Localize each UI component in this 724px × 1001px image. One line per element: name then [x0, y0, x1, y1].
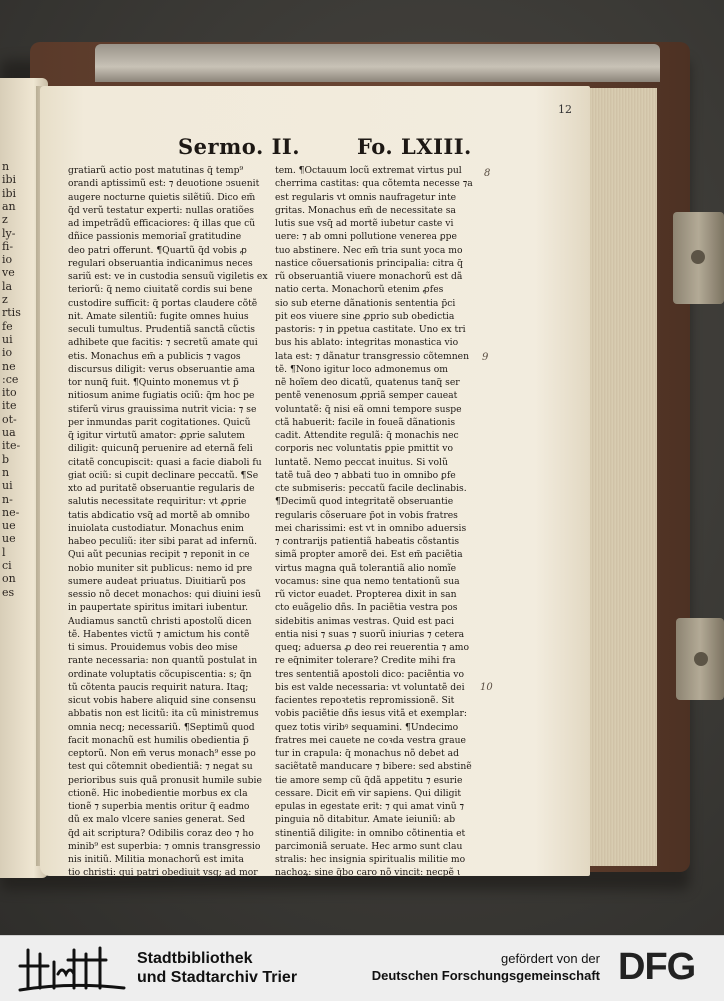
text-line: ceptorũ. Non em̃ verus monach⁹ esse po	[68, 748, 256, 759]
text-line: epulas in egestate erit: ⁊ qui amat vinũ ⁊	[275, 801, 465, 812]
left-page-fragment: :ce	[2, 372, 19, 386]
text-line: stinentiã diligite: in omnibo cõtinentia et	[275, 827, 466, 839]
text-line: tur in crapula: q̃ monachus nõ debet ad	[275, 748, 459, 759]
left-page-fragment: ite-	[2, 439, 21, 453]
text-line: dũ ex malo vlcere sanies generat. Sed	[68, 814, 246, 826]
left-page-fragment: ue	[2, 532, 16, 546]
left-page-fragment: ibi	[2, 173, 17, 187]
library-logo-icon	[14, 944, 126, 994]
text-line: queq; aduersa ꝓ deo rei reuerentia ⁊ amo	[275, 642, 470, 653]
text-line: bus his ablato: integritas monastica vio	[275, 337, 459, 349]
text-line: virtus magna quã tolerantiã alio nomĩe	[275, 562, 457, 574]
left-page-fragment: es	[2, 585, 15, 599]
text-line: ¶Decimũ quod integritatẽ obseruantie	[275, 496, 454, 508]
text-line: adhibete que facitis: ⁊ secretũ amate qui	[68, 337, 258, 349]
left-page-fragment: ito	[2, 386, 17, 400]
text-line: natio certa. Monachorũ etenim ꝓfes	[275, 284, 444, 296]
left-page-fragment: n-	[2, 492, 13, 506]
text-line: sicut vobis habere aliquid sine consensu	[68, 695, 257, 706]
footer-bar	[0, 935, 724, 1001]
text-line: pentẽ venenosum ꝓpriã semper caueat	[275, 390, 458, 402]
left-page-fragment: ly-	[2, 226, 16, 240]
left-page-fragment: b	[2, 452, 10, 466]
text-line: nitiosum anime fugiatis ociũ: q̃m hoc pe	[68, 390, 255, 402]
text-line: fratres mei cauete ne coꝛda vestra graue	[275, 734, 466, 746]
text-line: per inmundas parit cogitationes. Quicũ	[68, 416, 251, 428]
text-line: in paupertate spiritus imitari iubentur.	[68, 602, 249, 614]
left-page-fragment: io	[2, 253, 13, 267]
library-name-line2: und Stadtarchiv Trier	[137, 969, 298, 986]
text-line: vobis paciẽtie dñs iesus vitã et exemplar:	[275, 708, 467, 720]
text-line: perioribus suis quã pronusit humile subie	[68, 774, 262, 786]
dfg-logo: DFG	[618, 946, 696, 988]
left-page-fragment: rtis	[2, 306, 21, 320]
text-line: custodire sufficit: q̃ portas claudere cõtẽ	[68, 297, 258, 309]
left-page-fragment: ue	[2, 519, 16, 533]
text-line: nobio muniter sit publicus: nemo id pre	[68, 562, 253, 574]
page-number: 12	[558, 103, 572, 116]
text-line: mei charissimi: est vt in omnibo aduersis	[275, 522, 467, 534]
text-line: entia nisi ⁊ suas ⁊ suorũ iniurias ⁊ cetera	[275, 628, 465, 640]
text-line: uere: ⁊ ab omni pollutione venerea ꝑpe	[275, 231, 457, 243]
text-line: q̃d verũ testatur experti: nullas oratiões	[68, 204, 254, 216]
text-line: minib⁹ est superbia: ⁊ omnis transgressio	[68, 840, 261, 852]
text-line: ad impetrãdũ efficaciores: q̃ illas que cũ	[68, 218, 256, 229]
text-line: nachoꝝ: sine q̃bo caro nõ vincit: necpẽ ι	[275, 867, 461, 879]
text-line: orandi aptissimũ est: ⁊ deuotione ↄsuenit	[68, 178, 260, 190]
funding-note	[372, 950, 600, 984]
text-line: Qui aũt pecunias recipit ⁊ reponit in ce	[68, 549, 250, 561]
text-line: nit. Amate silentiũ: fugite omnes huius	[68, 310, 249, 322]
text-line: tuo abstinere. Nec em̃ tria sunt yoca mo	[275, 244, 463, 256]
text-line: cte submiseris: peccatũ facile declinabis.	[275, 483, 467, 494]
text-line: stralis: hec insignia spiritualis militie mo	[275, 854, 466, 865]
funding-line2: Deutschen Forschungsgemeinschaft	[371, 968, 600, 983]
left-page-fragment: z	[2, 213, 8, 227]
text-line: gritas. Monachus em̃ de necessitate sa	[275, 204, 456, 216]
margin-note: 9	[482, 352, 489, 363]
left-page-fragment: fi-	[2, 239, 14, 253]
funding-line1: gefördert von der	[500, 951, 600, 966]
text-line: habeo peculiũ: iter sibi parat ad infernũ.	[68, 536, 258, 547]
text-line: cessare. Dicit em̃ vir sapiens. Qui diligit	[275, 787, 462, 799]
text-line: ordinate voluptatis cõcupiscentia: s; q̃n	[68, 668, 252, 680]
text-line: q̃d ait scriptura? Odibilis coraz deo ⁊ ho	[68, 827, 254, 839]
text-line: salutis necessitate requiritur: vt ꝓprie	[68, 496, 247, 508]
text-line: regulari obseruantia indicanimus neces	[68, 257, 253, 269]
text-line: voluntatẽ: q̃ nisi eã omni tempore suspe	[275, 403, 462, 415]
text-line: ctionẽ. Hic inobedientie morbus ex cla	[68, 787, 248, 799]
text-line: tie amore semp cũ q̃dã appetitu ⁊ esurie	[275, 774, 463, 786]
text-line: diligit: quicunq̃ peruenire ad eternã feli	[68, 443, 253, 455]
fore-edge	[582, 88, 657, 866]
clasp-upper	[673, 212, 724, 304]
left-page-fragment: fe	[2, 319, 13, 333]
text-line: sumere audeat priuatus. Diuitiarũ pos	[68, 575, 246, 587]
text-line: facit monachũ est humilis obedientia p̃	[68, 734, 249, 746]
text-line: sidebitis animas vestras. Quid est paci	[275, 615, 455, 627]
text-line: re eq̃nimiter tolerare? Credite mihi fra	[275, 655, 456, 667]
text-line: pastoris: ⁊ in ꝑpetua castitate. Uno ex tri	[275, 324, 466, 335]
text-column-left	[68, 164, 273, 880]
left-page-fragment: on	[2, 572, 16, 586]
text-line: simã propter amorẽ dei. Est em̃ paciẽtia	[275, 549, 463, 561]
text-line: sariũ est: ve in custodia sensuũ vigiletis ex	[68, 271, 268, 282]
text-line: nis initiũ. Militia monachorũ est imita	[68, 854, 244, 865]
text-line: omnia necq; necessariũ. ¶Septimũ quod	[68, 721, 255, 733]
text-line: discursus diligit: verus obseruantie ama	[68, 363, 255, 375]
text-line: parcimoniã seruate. Hec armo sunt clau	[275, 840, 463, 852]
text-line: Audiamus sanctũ christi apostolũ dicen	[68, 615, 252, 627]
text-line: sio sub eterne dãnationis sententia p̃ci	[275, 297, 456, 309]
text-line: facientes repoꝛtetis repromissionẽ. Sit	[275, 695, 455, 706]
text-line: luntatẽ. Nemo peccat inuitus. Si volũ	[275, 456, 448, 468]
text-line: tatẽ tuã deo ⁊ abbati tuo in omnibo ꝑfe	[275, 469, 456, 481]
text-line: deo patri offerunt. ¶Quartũ q̃d vobis ꝓ	[68, 244, 247, 256]
text-line: nastice cõuersationis principalia: citra q̃	[275, 257, 463, 269]
text-line: tũ cõtenta paucis requirit natura. Itaq;	[68, 681, 249, 693]
running-head-left: Sermo. II.	[178, 134, 301, 159]
text-line: tem. ¶Octauum locũ extremat virtus pul	[275, 165, 462, 176]
text-line: rante necessaria: non quantũ postulat in	[68, 655, 258, 667]
margin-note: 8	[484, 168, 491, 179]
text-line: saciẽtatẽ manducare ⁊ bibere: sed abstinẽ	[275, 761, 472, 773]
clasp-lower	[676, 618, 724, 700]
text-line: quez totis viribꝰ sequamini. ¶Undecimo	[275, 721, 459, 733]
left-page-fragment: l	[2, 545, 6, 559]
left-page-fragment: la	[2, 279, 13, 293]
text-line: citatẽ concupiscit: quasi a facie diaboli fu	[68, 456, 262, 468]
text-line: seculi tumultus. Prudentiã sanctã cũctis	[68, 324, 256, 335]
text-line: ⁊ contrarijs patientiã habeatis cõstantis	[275, 536, 460, 547]
text-line: q̃ igitur virtutũ amator: ꝓprie salutem	[68, 430, 246, 441]
left-page-fragment: n	[2, 160, 10, 173]
left-page-fragment: io	[2, 346, 13, 360]
left-page-fragment: ci	[2, 559, 12, 572]
left-page-fragment: ot-	[2, 412, 17, 426]
text-line: tatis abdicatio vsq̃ ad mortẽ ab omnibo	[68, 509, 250, 521]
left-page-fragment: ve	[2, 266, 15, 280]
text-line: gratiarũ actio post matutinas q̃ temp⁹	[68, 165, 244, 176]
text-line: test qui cõtemnit obedientiã: ⁊ negat su	[68, 761, 253, 773]
text-line: tres sententiã apostoli dico: paciẽntia vo	[275, 668, 464, 680]
text-line: inuiolata custodiatur. Monachus enim	[68, 522, 244, 534]
text-line: teriorũ: q̃ nemo ciuitatẽ cordis sui bene	[68, 284, 253, 296]
text-line: ti simus. Prouidemus vobis deo mise	[68, 642, 238, 653]
running-head-right: Fo. LXIII.	[357, 134, 472, 159]
left-page-fragment: n	[2, 465, 10, 479]
text-column-right	[275, 164, 480, 880]
text-line: cadit. Attendite regulã: q̃ monachis nec	[275, 430, 459, 441]
library-name-line1: Stadtbibliothek	[137, 950, 253, 967]
text-line: regularis cõseruare p̃ot in vobis fratres	[275, 509, 458, 521]
left-page-fragment: ua	[2, 426, 16, 439]
text-line: etis. Monachus em̃ a publicis ⁊ vagos	[68, 350, 241, 362]
text-line: tor nunq̃ fuit. ¶Quinto monemus vt p̃	[68, 377, 239, 388]
text-line: vocamus: sine qua nemo tentationũ sua	[275, 575, 460, 587]
text-line: xto ad puritatẽ obseruantie regularis de	[68, 483, 255, 494]
left-page-fragment: ibi	[2, 186, 17, 200]
text-line: sessio nõ decet monachos: qui diuini iesũ	[68, 589, 261, 600]
text-line: tionẽ ⁊ superbia mentis oritur q̃ eadmo	[68, 801, 250, 812]
left-page-fragment: ite	[2, 399, 17, 413]
text-line: abbatis non est licitũ: ita cũ ministremus	[68, 708, 259, 720]
text-line: cto euãgelio dñs. In paciẽtia vestra pos	[275, 602, 458, 614]
margin-note: 10	[480, 682, 493, 693]
text-line: giat ociũ: si cupit declinare peccatũ. ¶Se	[68, 469, 259, 481]
text-line: augere nocturne quietis silẽtiũ. Dico em̃	[68, 191, 256, 203]
text-line: tẽ. Habentes victũ ⁊ amictum his contẽ	[68, 628, 250, 640]
text-line: ctã habuerit: facile in foueã dãnationis	[275, 416, 456, 428]
text-line: dñice passionis memoriaĩ gratitudine	[68, 231, 242, 243]
text-line: rũ victor euadet. Propterea dixit in san	[275, 589, 457, 600]
left-page-fragment: ui	[2, 479, 13, 493]
text-line: cherrima castitas: qua cõtemta necesse ⁊a	[275, 178, 473, 190]
text-line: corporis nec voluntatis ꝑpie pmittit vo	[275, 443, 453, 455]
text-line: bis est valde necessaria: vt voluntatẽ dei	[275, 681, 465, 693]
left-page-fragment: z	[2, 293, 8, 306]
left-page-fragment: ne	[2, 359, 16, 373]
text-line: pit eos viuere sine ꝓprio sub obedictia	[275, 310, 455, 322]
text-line: tẽ. ¶Nono igitur loco admonemus om	[275, 363, 448, 375]
text-line: lutis sue vsq̃ ad mortẽ iubetur caste vi	[275, 218, 454, 229]
left-page-fragment: an	[2, 199, 16, 213]
text-line: stiferũ virus grauissima nutrit vicia: ⁊ se	[68, 403, 257, 415]
book-top-edge	[95, 44, 660, 82]
text-line: nẽ hoĩem deo dicatũ, quatenus tanq̃ ser	[275, 377, 460, 388]
text-line: rũ obseruantiã viuere monachorũ est dã	[275, 271, 463, 282]
text-line: est regularis vt omnis naufragetur inte	[275, 191, 457, 203]
library-name	[137, 949, 297, 987]
left-page-fragment: ui	[2, 332, 13, 346]
text-line: tio christi: qui patri obediuit vsq; ad mor	[68, 867, 258, 879]
left-page-fragment: ne-	[2, 505, 20, 519]
text-line: pinguia nõ ditabitur. Amate ieiuniũ: ab	[275, 814, 456, 826]
text-line: lata est: ⁊ dãnatur transgressio cõtemnen	[275, 350, 470, 362]
